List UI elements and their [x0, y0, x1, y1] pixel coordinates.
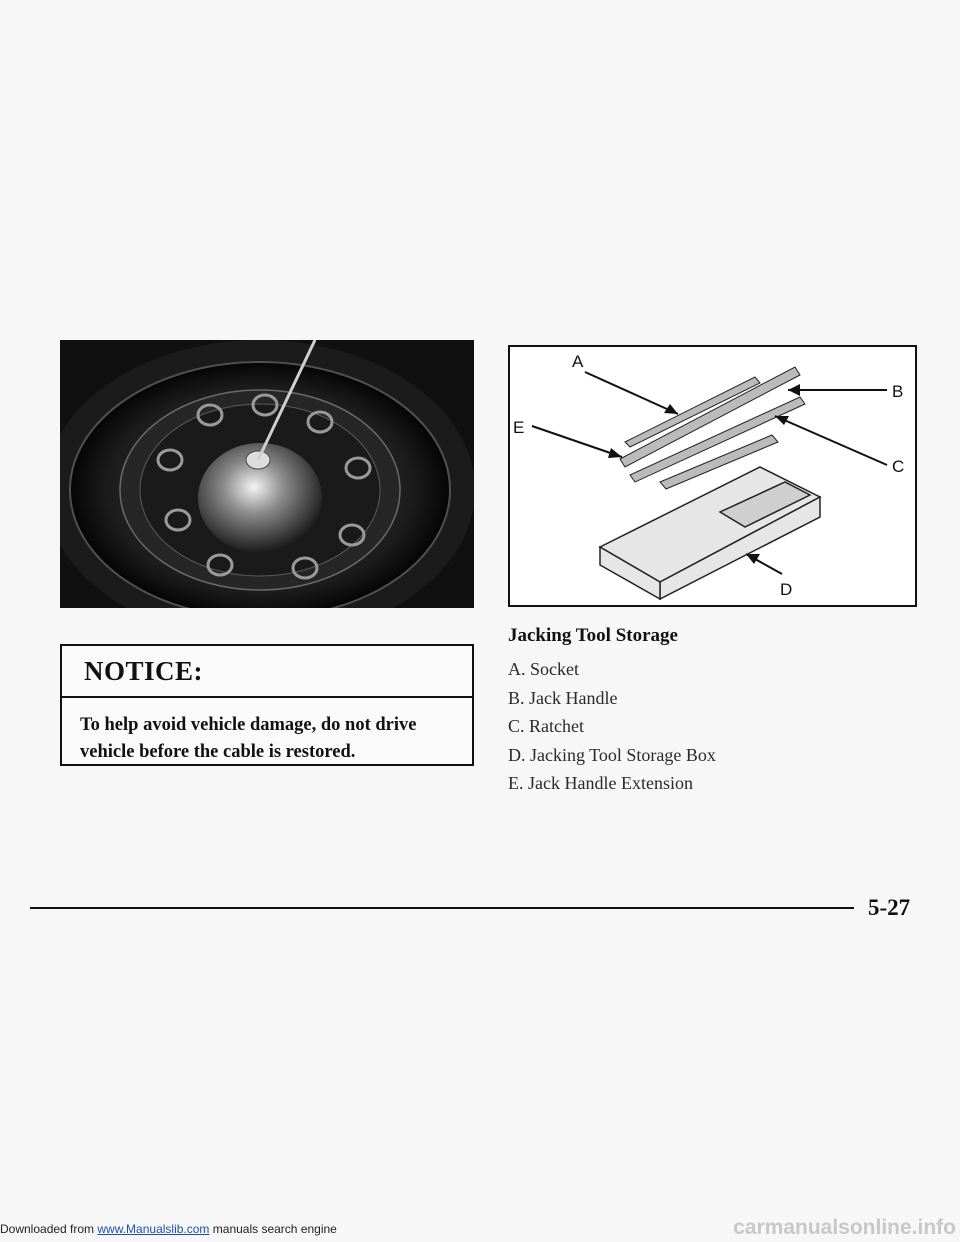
label-c: C: [892, 457, 905, 476]
manualslib-link[interactable]: www.Manualslib.com: [97, 1222, 210, 1236]
spare-tire-photo: [60, 340, 474, 608]
page-number: 5-27: [868, 895, 911, 920]
jacking-tools-diagram: [508, 345, 917, 607]
label-b: B: [892, 382, 904, 401]
download-prefix: Downloaded from: [0, 1222, 98, 1236]
notice-line-1: To help avoid vehicle damage, do not drive: [80, 715, 417, 735]
legend-item-jack-handle: B. Jack Handle: [508, 687, 618, 708]
footer-rule: [30, 907, 854, 909]
legend-item-ratchet: C. Ratchet: [508, 716, 584, 736]
label-e: E: [513, 418, 525, 437]
notice-box: [60, 644, 474, 766]
watermark: carmanualsonline.info: [733, 1216, 956, 1239]
notice-line-2: vehicle before the cable is restored.: [80, 742, 356, 762]
legend-item-storage-box: D. Jacking Tool Storage Box: [508, 744, 716, 765]
download-banner: [0, 1222, 337, 1236]
notice-heading: NOTICE:: [62, 646, 472, 698]
jacking-tools-illustration: [510, 347, 915, 605]
label-d: D: [780, 580, 793, 599]
label-a: A: [572, 352, 584, 371]
jacking-tool-storage-title: Jacking Tool Storage: [508, 625, 678, 646]
legend-item-handle-extension: E. Jack Handle Extension: [508, 773, 693, 793]
download-suffix: manuals search engine: [209, 1222, 337, 1236]
jacking-tool-legend: [508, 655, 716, 798]
notice-text: [62, 698, 472, 766]
spare-tire-illustration: [60, 340, 474, 608]
legend-item-socket: A. Socket: [508, 659, 579, 679]
